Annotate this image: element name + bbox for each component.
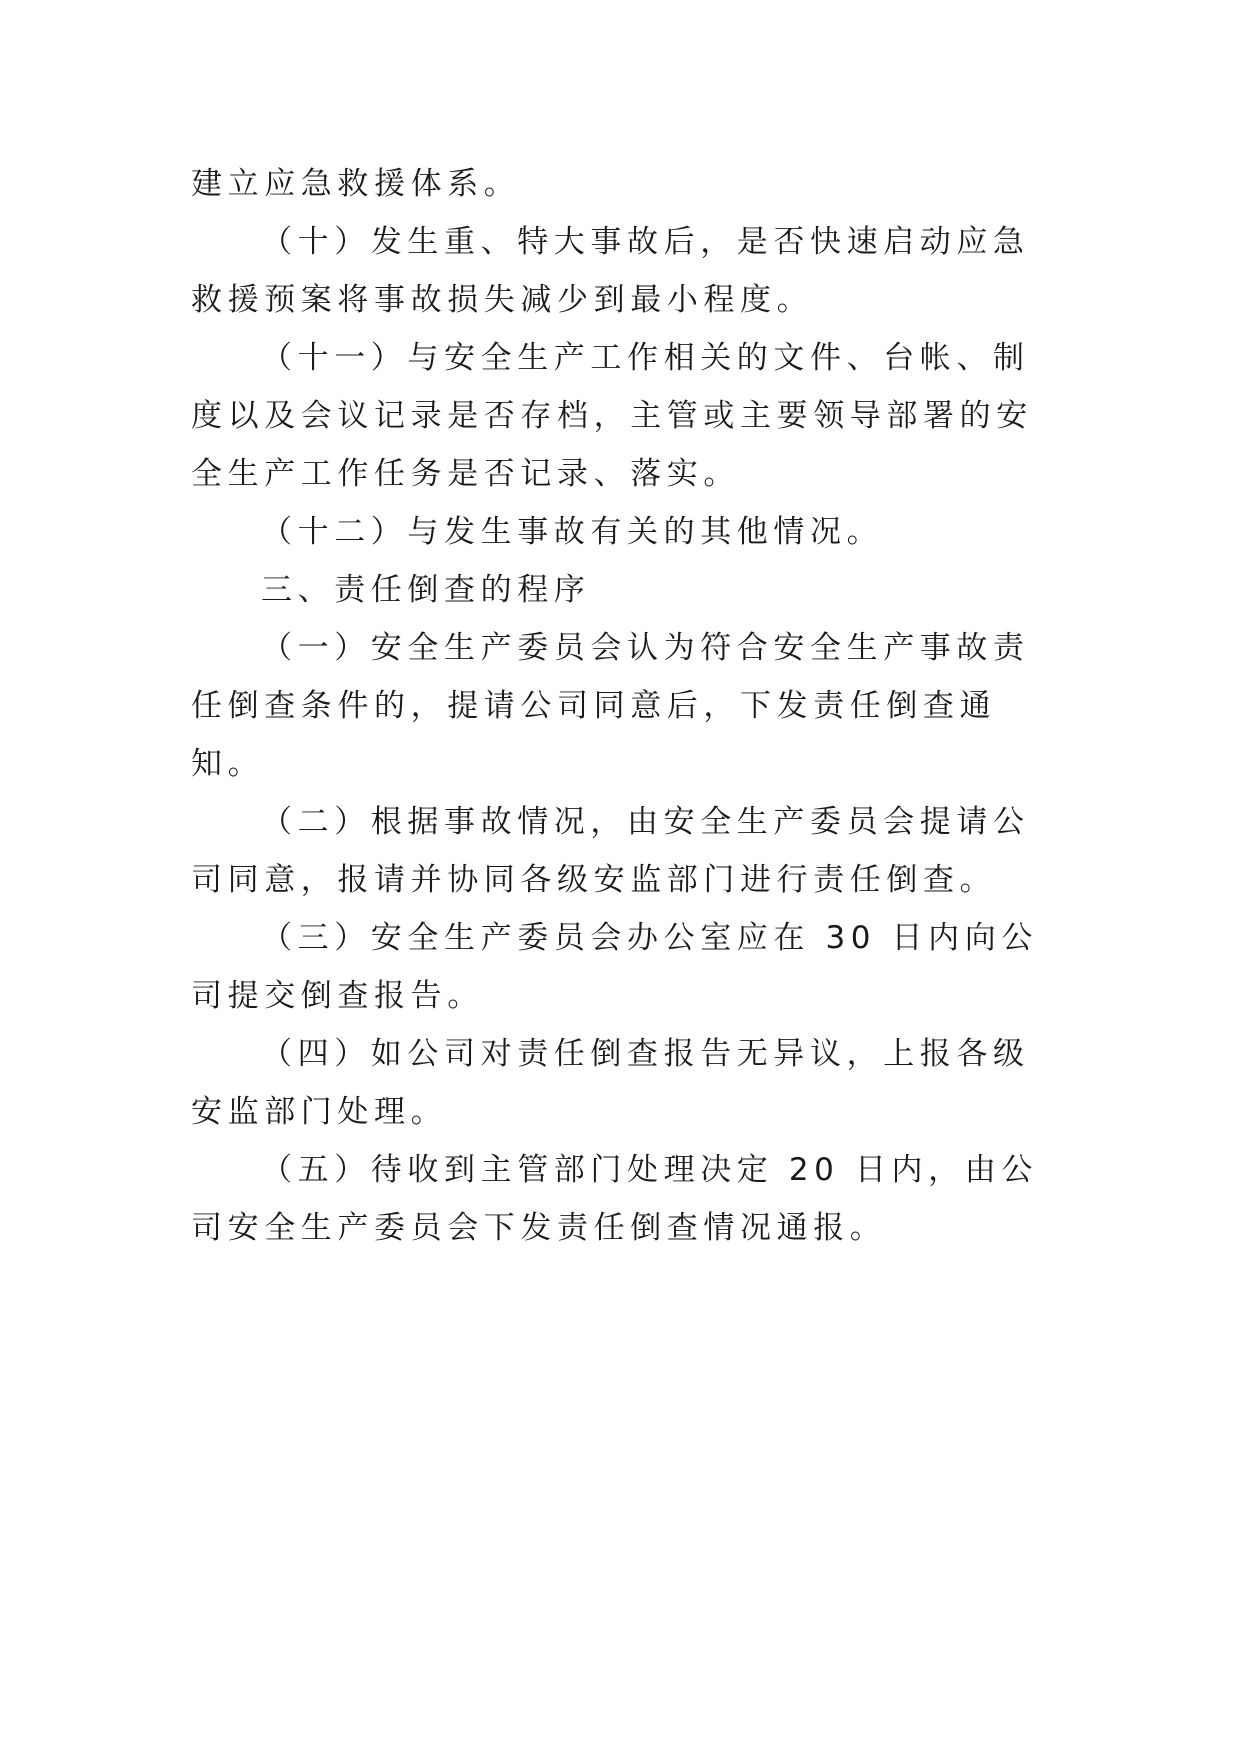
paragraph-1: 建立应急救援体系。 <box>191 166 521 202</box>
document-body <box>191 155 1057 1257</box>
paragraph-3: （十一）与安全生产工作相关的文件、台帐、制度以及会议记录是否存档，主管或主要领导部署的安全生产工作任务是否记录、落实。 <box>191 340 1033 492</box>
paragraph-8: （三）安全生产委员会办公室应在 30 日内向公司提交倒查报告。 <box>191 920 1038 1014</box>
paragraph-2: （十）发生重、特大事故后，是否快速启动应急救援预案将事故损失减少到最小程度。 <box>191 224 1030 318</box>
paragraph-10: （五）待收到主管部门处理决定 20 日内，由公司安全生产委员会下发责任倒查情况通报。 <box>191 1152 1038 1246</box>
paragraph-9: （四）如公司对责任倒查报告无异议，上报各级安监部门处理。 <box>191 1036 1030 1130</box>
paragraph-7: （二）根据事故情况，由安全生产委员会提请公司同意，报请并协同各级安监部门进行责任倒查。 <box>191 804 1030 898</box>
section-heading: 三、责任倒查的程序 <box>261 572 591 608</box>
paragraph-6: （一）安全生产委员会认为符合安全生产事故责任倒查条件的，提请公司同意后，下发责任倒查通知。 <box>191 630 1030 782</box>
paragraph-4: （十二）与发生事故有关的其他情况。 <box>261 514 884 550</box>
